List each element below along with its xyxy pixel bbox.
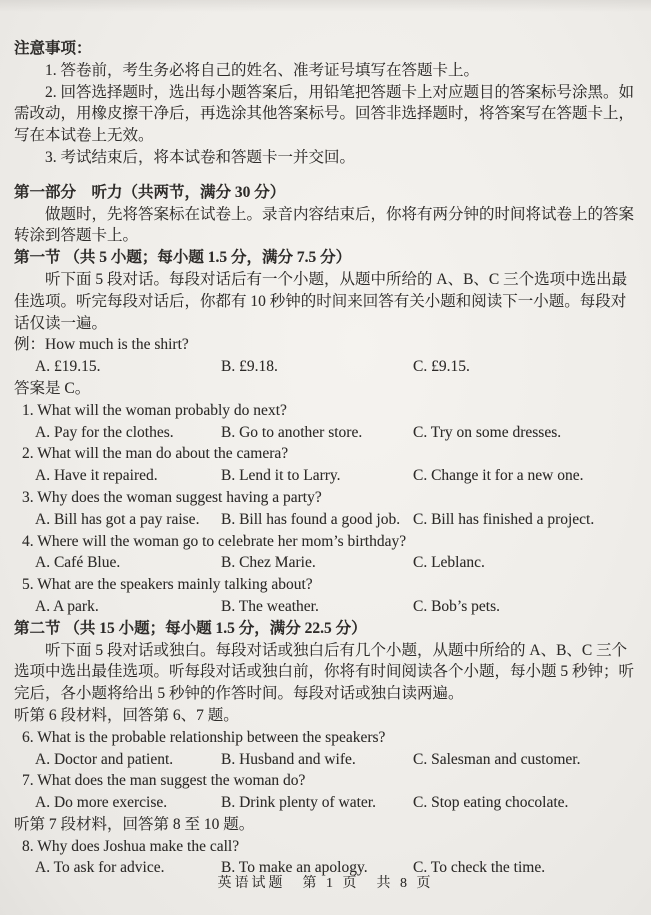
option-a: A. To ask for advice. <box>35 859 165 877</box>
example-question-text: 例：How much is the shirt? <box>14 336 189 354</box>
question-4-text: 4. Where will the woman go to celebrate her mom’s birthday? <box>22 532 407 550</box>
option-a: A. Doctor and patient. <box>35 750 174 768</box>
question-3 <box>14 487 635 531</box>
question-7 <box>14 770 635 814</box>
option-b: B. Bill has found a good job. <box>221 510 401 528</box>
section2-heading: 第二节 （共 15 小题；每小题 1.5 分，满分 22.5 分） <box>14 619 367 637</box>
notice-item-2: 2. 回答选择题时，选出每小题答案后，用铅笔把答题卡上对应题目的答案标号涂黑。如需改动，用橡皮擦干净后，再选涂其他答案标号。回答非选择题时，将答案写在答题卡上，写在本试卷上无效。 <box>14 83 635 145</box>
question-6-options <box>14 749 635 771</box>
option-b: B. The weather. <box>221 597 319 615</box>
notice-item-1: 1. 答卷前，考生务必将自己的姓名、准考证号填写在答题卡上。 <box>45 61 480 79</box>
section1-heading: 第一节 （共 5 小题；每小题 1.5 分，满分 7.5 分） <box>14 249 352 267</box>
option-c: C. Bill has finished a project. <box>413 510 595 528</box>
question-6 <box>14 727 635 771</box>
question-7-options <box>14 792 635 814</box>
option-a: A. Café Blue. <box>35 554 121 572</box>
question-2-text: 2. What will the man do about the camera? <box>22 445 289 463</box>
question-3-text: 3. Why does the woman suggest having a party? <box>22 488 322 506</box>
option-a: A. Bill has got a pay raise. <box>35 510 200 528</box>
question-8-text: 8. Why does Joshua make the call? <box>22 837 240 855</box>
example-option-c: C. £9.15. <box>413 358 470 376</box>
example-question <box>14 334 635 399</box>
option-a: A. Have it repaired. <box>35 467 158 485</box>
question-1-text: 1. What will the woman probably do next? <box>22 401 287 419</box>
option-c: C. To check the time. <box>413 859 546 877</box>
option-c: C. Stop eating chocolate. <box>413 794 569 812</box>
option-c: C. Change it for a new one. <box>413 467 584 485</box>
question-2-options <box>14 465 635 487</box>
option-b: B. Lend it to Larry. <box>221 467 341 485</box>
question-3-options <box>14 509 635 531</box>
option-b: B. Chez Marie. <box>221 554 316 572</box>
option-b: B. Drink plenty of water. <box>221 794 376 812</box>
notice-title: 注意事项： <box>14 40 92 57</box>
part1-intro: 做题时，先将答案标在试卷上。录音内容结束后，你将有两分钟的时间将试卷上的答案转涂到答题卡上。 <box>14 205 635 245</box>
question-4-options <box>14 552 635 574</box>
notice-section <box>14 38 635 169</box>
question-7-text: 7. What does the man suggest the woman do? <box>22 772 306 790</box>
part1-heading: 第一部分 听力（共两节，满分 30 分） <box>14 183 286 201</box>
option-b: B. Go to another store. <box>221 423 363 441</box>
option-c: C. Try on some dresses. <box>413 423 562 441</box>
option-a: A. Pay for the clothes. <box>35 423 174 441</box>
question-5-options <box>14 596 635 618</box>
example-option-b: B. £9.18. <box>221 358 278 376</box>
question-5-text: 5. What are the speakers mainly talking about? <box>22 576 313 594</box>
option-b: B. Husband and wife. <box>221 750 356 768</box>
question-5 <box>14 574 635 618</box>
question-1-options <box>14 422 635 444</box>
section2-instructions: 听下面 5 段对话或独白。每段对话或独白后有几个小题，从题中所给的 A、B、C 三个选项中选出最佳选项。听每段对话或独白前，你将有时间阅读各个小题，每小题 5 秒钟；听完后，各小题将给出 5 秒钟的作答时间。每段对话或独白读两遍。 <box>14 641 635 703</box>
notice-item-3: 3. 考试结束后，将本试卷和答题卡一并交回。 <box>45 148 356 166</box>
question-2 <box>14 443 635 487</box>
page-footer: 英语试题 第 1 页 共 8 页 <box>217 876 434 892</box>
example-option-a: A. £19.15. <box>35 358 101 376</box>
question-6-text: 6. What is the probable relationship between the speakers? <box>22 728 386 746</box>
option-a: A. A park. <box>35 597 99 615</box>
option-c: C. Leblanc. <box>413 554 485 572</box>
material-6-line: 听第 6 段材料，回答第 6、7 题。 <box>14 706 239 724</box>
material-7-line: 听第 7 段材料，回答第 8 至 10 题。 <box>14 815 255 833</box>
option-b: B. To make an apology. <box>221 859 368 877</box>
section1-instructions: 听下面 5 段对话。每段对话后有一个小题，从题中所给的 A、B、C 三个选项中选出最佳选项。听完每段对话后，你都有 10 秒钟的时间来回答有关小题和阅读下一小题。每段对话仅读一遍。 <box>14 270 628 332</box>
option-c: C. Salesman and customer. <box>413 750 581 768</box>
question-1 <box>14 400 635 444</box>
question-4 <box>14 531 635 575</box>
example-options-row <box>14 356 635 378</box>
option-a: A. Do more exercise. <box>35 794 168 812</box>
example-answer: 答案是 C。 <box>14 379 91 397</box>
option-c: C. Bob’s pets. <box>413 597 500 615</box>
